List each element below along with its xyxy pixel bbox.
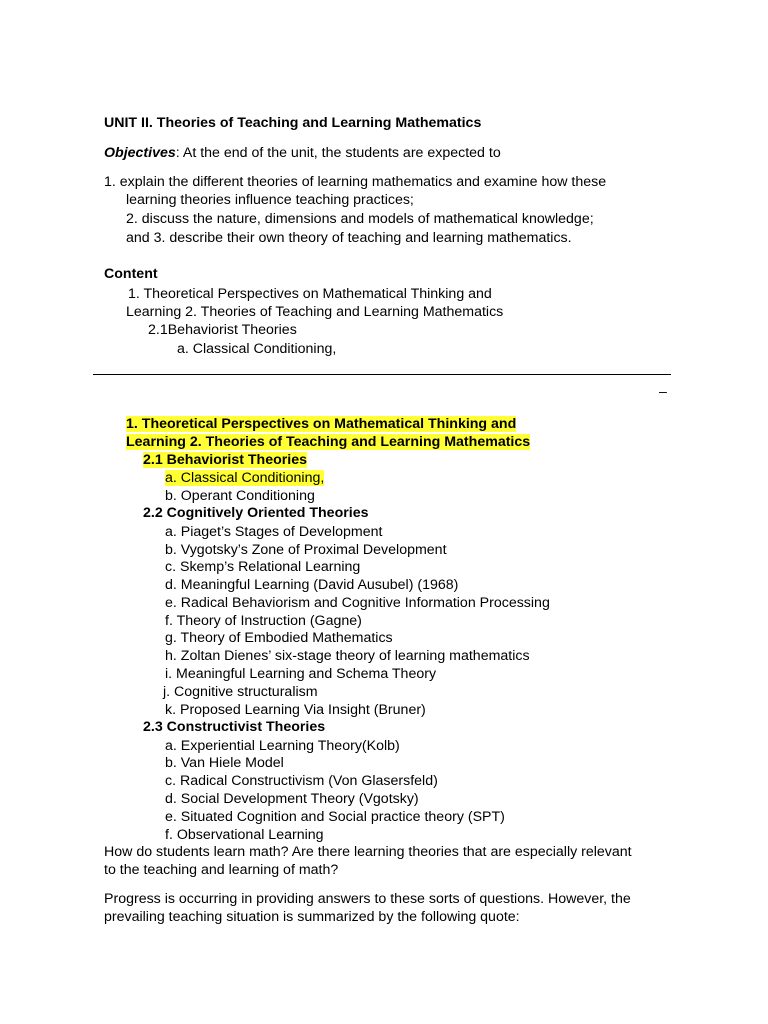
paragraph-1-line-2: to the teaching and learning of math? (104, 862, 339, 878)
highlighted-text: 1. Theoretical Perspectives on Mathematical Thinking and (126, 416, 517, 432)
section-2-3-item: c. Radical Constructivism (Von Glasersfeld) (165, 773, 438, 789)
section-2-2-item: g. Theory of Embodied Mathematics (165, 630, 393, 646)
highlighted-text: Learning 2. Theories of Teaching and Learning Mathematics (126, 434, 531, 450)
section-2-3-item: d. Social Development Theory (Vgotsky) (165, 791, 419, 807)
section-2-1-item: b. Operant Conditioning (165, 488, 315, 504)
section-2-2-item: e. Radical Behaviorism and Cognitive Information Processing (165, 595, 550, 611)
objective-item-3: and 3. describe their own theory of teaching and learning mathematics. (126, 230, 572, 246)
section-2-1-heading (143, 451, 307, 469)
section-2-2-item: b. Vygotsky’s Zone of Proximal Development (165, 542, 447, 558)
objectives-label: Objectives (104, 145, 176, 161)
unit-title: UNIT II. Theories of Teaching and Learning Mathematics (104, 115, 482, 131)
paragraph-2-line-2: prevailing teaching situation is summarized by the following quote: (104, 909, 520, 925)
objectives-line (104, 144, 501, 162)
section-2-2-item: h. Zoltan Dienes’ six-stage theory of learning mathematics (165, 648, 530, 664)
highlighted-text: 2.1 Behaviorist Theories (143, 452, 308, 468)
content-line-4: a. Classical Conditioning, (177, 341, 337, 357)
section-2-2-item: f. Theory of Instruction (Gagne) (165, 613, 362, 629)
section-2-3-item: f. Observational Learning (165, 827, 324, 843)
section-2-2-item: c. Skemp’s Relational Learning (165, 559, 361, 575)
section-2-3-item: a. Experiential Learning Theory(Kolb) (165, 738, 400, 754)
section-2-2-heading: 2.2 Cognitively Oriented Theories (143, 505, 369, 521)
section-2-2-item: d. Meaningful Learning (David Ausubel) (1968) (165, 577, 459, 593)
divider-dash: – (659, 384, 667, 400)
content-line-1: 1. Theoretical Perspectives on Mathematical Thinking and (128, 286, 492, 302)
section-2-3-item: b. Van Hiele Model (165, 755, 284, 771)
outline-main-2 (126, 433, 530, 451)
content-line-3: 2.1Behaviorist Theories (148, 322, 297, 338)
objective-item-1-cont: learning theories influence teaching practices; (126, 192, 414, 208)
section-2-2-item: j. Cognitive structuralism (163, 684, 318, 700)
highlighted-text: a. Classical Conditioning, (165, 470, 325, 486)
content-heading: Content (104, 266, 158, 282)
horizontal-divider (93, 374, 671, 375)
objective-item-1: 1. explain the different theories of learning mathematics and examine how these (104, 174, 607, 190)
content-line-2: Learning 2. Theories of Teaching and Learning Mathematics (126, 304, 504, 320)
objective-item-2: 2. discuss the nature, dimensions and models of mathematical knowledge; (126, 211, 594, 227)
section-2-3-item: e. Situated Cognition and Social practice theory (SPT) (165, 809, 505, 825)
section-2-2-item: a. Piaget’s Stages of Development (165, 524, 383, 540)
objectives-intro: : At the end of the unit, the students are expected to (175, 145, 501, 161)
section-2-2-item: k. Proposed Learning Via Insight (Bruner) (165, 702, 426, 718)
paragraph-2-line-1: Progress is occurring in providing answers to these sorts of questions. However, the (104, 891, 631, 907)
section-2-2-item: i. Meaningful Learning and Schema Theory (165, 666, 437, 682)
section-2-3-heading: 2.3 Constructivist Theories (143, 719, 326, 735)
outline-main-1 (126, 415, 516, 433)
paragraph-1-line-1: How do students learn math? Are there learning theories that are especially relevant (104, 844, 632, 860)
section-2-1-item (165, 469, 324, 487)
